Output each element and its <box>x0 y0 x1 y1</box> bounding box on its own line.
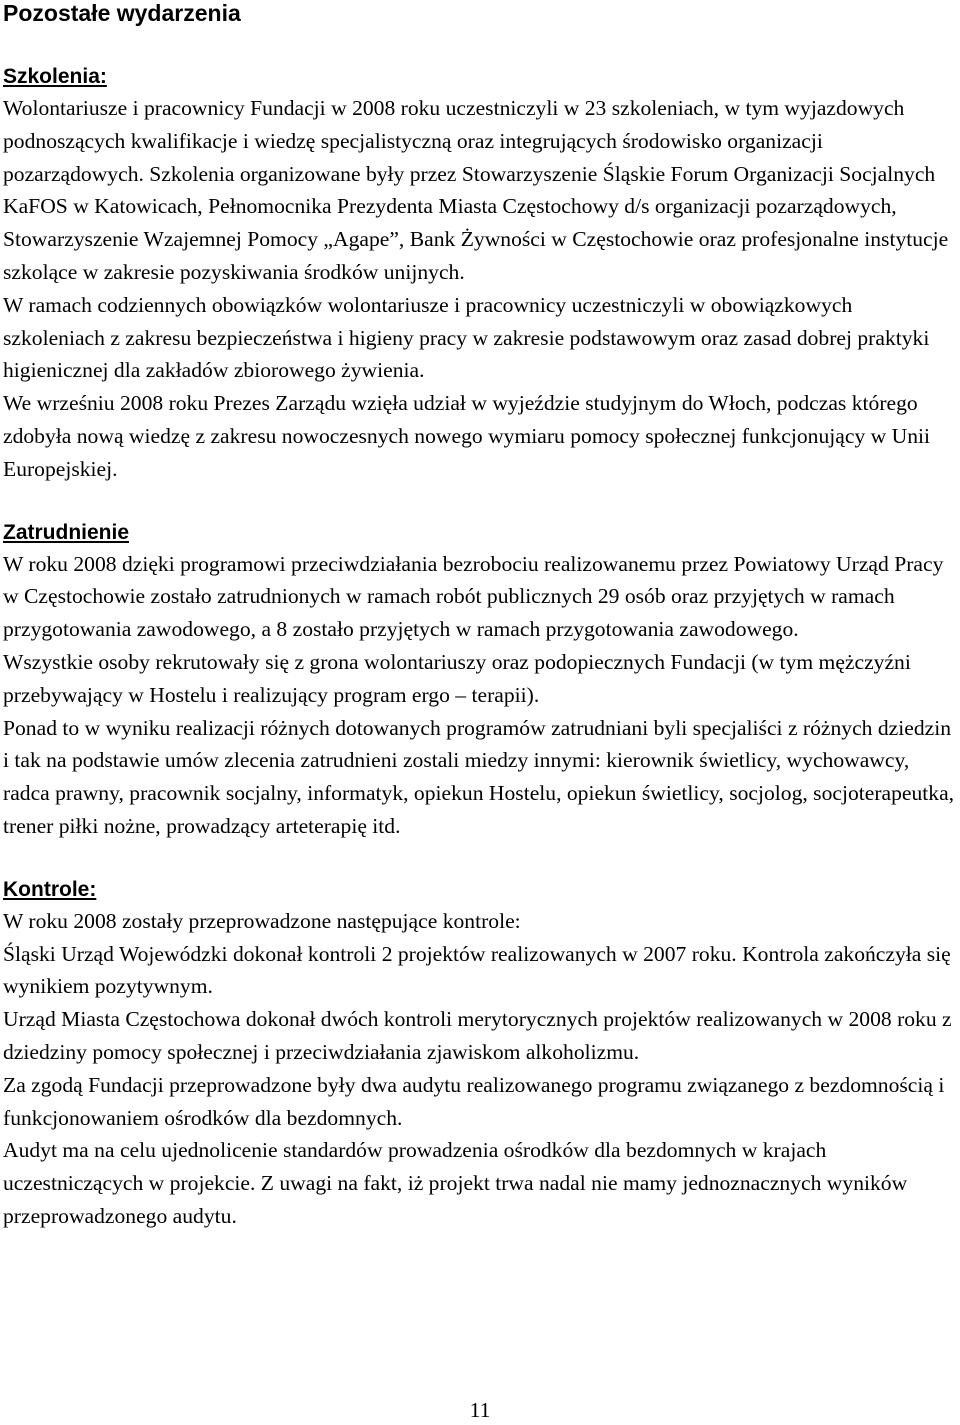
paragraph: Śląski Urząd Wojewódzki dokonał kontroli 2 projektów realizowanych w 2007 roku. Kontrola zakończyła się wynikiem pozytywnym. <box>3 941 951 999</box>
paragraph: Ponad to w wyniku realizacji różnych dotowanych programów zatrudniani byli specjaliści z różnych dziedzin i tak na podstawie umów zlecenia zatrudnieni zostali miedzy innymi: kierownik świetlicy, wychowawcy, radca prawny, pracownik socjalny, informatyk, opiekun Hostelu, opiekun świetlicy, socjolog, socjoterapeutka, trener piłki nożne, prowadzący arteterapię itd. <box>3 715 955 838</box>
section-zatrudnienie <box>3 518 958 843</box>
paragraph: Wszystkie osoby rekrutowały się z grona wolontariuszy oraz podopiecznych Fundacji (w tym mężczyźni przebywający w Hostelu i realizujący program ergo – terapii). <box>3 649 911 707</box>
page-number: 11 <box>469 1398 491 1422</box>
paragraph: Audyt ma na celu ujednolicenie standardów prowadzenia ośrodków dla bezdomnych w krajach uczestniczących w projekcie. Z uwagi na fakt, iż projekt trwa nadal nie mamy jednoznacznych wyników przeprowadzonego audytu. <box>3 1138 908 1228</box>
paragraph: W ramach codziennych obowiązków wolontariusze i pracownicy uczestniczyli w obowiązkowych szkoleniach z zakresu bezpieczeństwa i higieny pracy w zakresie podstawowym oraz zasad dobrej praktyki higienicznej dla zakładów zbiorowego żywienia. <box>3 292 930 383</box>
section-kontrole <box>3 875 958 1233</box>
section-heading-kontrole: Kontrole: <box>3 877 97 901</box>
paragraph: W roku 2008 dzięki programowi przeciwdziałania bezrobociu realizowanemu przez Powiatowy Urząd Pracy w Częstochowie zostało zatrudnionych w ramach robót publicznych 29 osób oraz przyjętych w ramach przygotowania zawodowego, a 8 zostało przyjętych w ramach przygotowania zawodowego. <box>3 551 944 642</box>
spacer <box>3 26 958 62</box>
paragraph: We wrześniu 2008 roku Prezes Zarządu wzięła udział w wyjeździe studyjnym do Włoch, podczas którego zdobyła nową wiedzę z zakresu nowoczesnych nowego wymiaru pomocy społecznej funkcjonujący w Unii Europejskiej. <box>3 391 931 481</box>
paragraph: Urząd Miasta Częstochowa dokonał dwóch kontroli merytorycznych projektów realizowanych w 2008 roku z dziedziny pomocy społecznej i przeciwdziałania zjawiskom alkoholizmu. <box>3 1007 952 1064</box>
paragraph: Wolontariusze i pracownicy Fundacji w 2008 roku uczestniczyli w 23 szkoleniach, w tym wyjazdowych podnoszących kwalifikacje i wiedzę specjalistyczną oraz integrujących środowisko organizacji pozarządowych. Szkolenia organizowane były przez Stowarzyszenie Śląskie Forum Organizacji Socjalnych KaFOS w Katowicach, Pełnomocnika Prezydenta Miasta Częstochowy d/s organizacji pozarządowych, Stowarzyszenie Wzajemnej Pomocy „Agape”, Bank Żywności w Częstochowie oraz profesjonalne instytucje szkolące w zakresie pozyskiwania środków unijnych. <box>3 96 949 284</box>
section-heading-szkolenia: Szkolenia: <box>3 65 107 88</box>
section-szkolenia <box>3 62 958 486</box>
paragraph: Za zgodą Fundacji przeprowadzone były dwa audytu realizowanego programu związanego z bezdomnością i funkcjonowaniem ośrodków dla bezdomnych. <box>3 1072 945 1130</box>
page-title: Pozostałe wydarzenia <box>3 0 241 26</box>
spacer <box>3 486 958 518</box>
document-page <box>3 0 958 1233</box>
spacer <box>3 843 958 875</box>
section-heading-zatrudnienie: Zatrudnienie <box>3 520 130 544</box>
paragraph: W roku 2008 zostały przeprowadzone następujące kontrole: <box>3 908 521 933</box>
